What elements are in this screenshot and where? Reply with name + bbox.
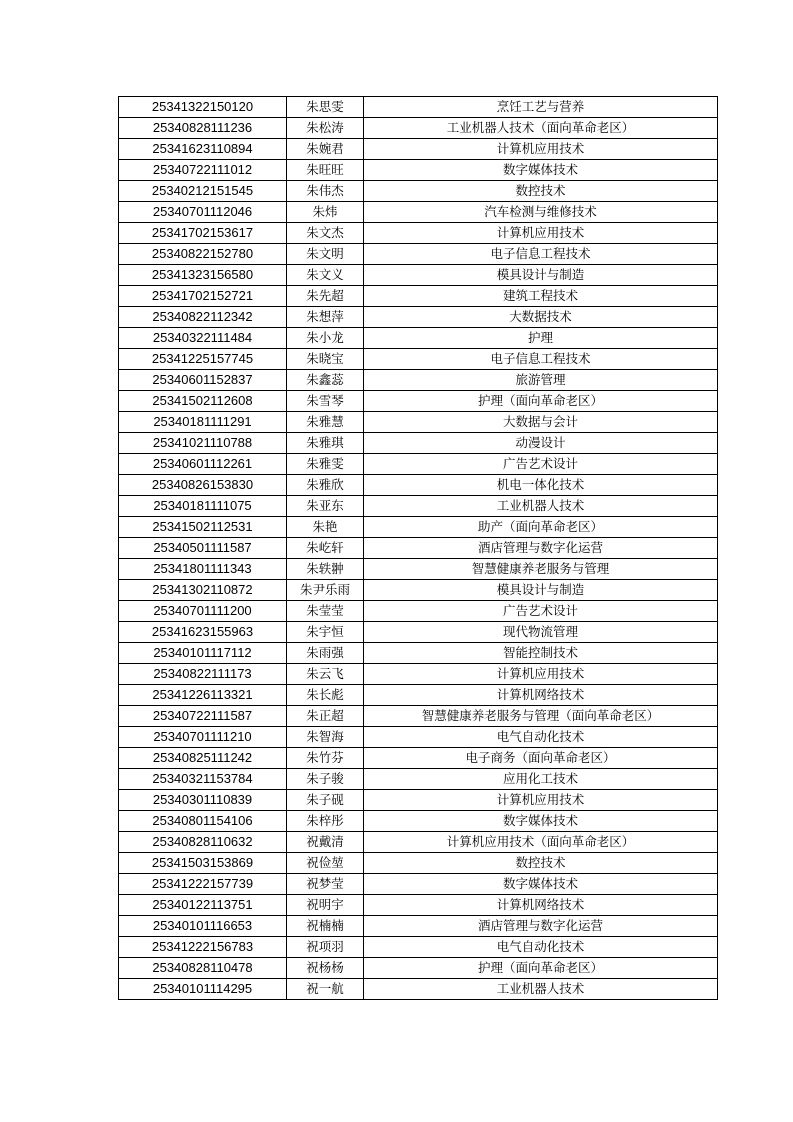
student-id-cell: 25340822112342: [119, 307, 287, 328]
student-id-cell: 25341503153869: [119, 853, 287, 874]
student-major-cell: 工业机器人技术: [364, 979, 718, 1000]
student-name-cell: 朱云飞: [287, 664, 364, 685]
student-major-cell: 电子商务（面向革命老区）: [364, 748, 718, 769]
student-major-cell: 助产（面向革命老区）: [364, 517, 718, 538]
student-id-cell: 25341623155963: [119, 622, 287, 643]
table-row: [119, 706, 718, 727]
table-row: [119, 475, 718, 496]
student-major-cell: 计算机应用技术: [364, 790, 718, 811]
student-id-cell: 25341702153617: [119, 223, 287, 244]
student-id-cell: 25340701111200: [119, 601, 287, 622]
table-row: [119, 433, 718, 454]
table-row: [119, 160, 718, 181]
student-id-cell: 25340321153784: [119, 769, 287, 790]
table-row: [119, 664, 718, 685]
student-id-cell: 25340822152780: [119, 244, 287, 265]
student-major-cell: 智能控制技术: [364, 643, 718, 664]
table-row: [119, 286, 718, 307]
student-id-cell: 25341323156580: [119, 265, 287, 286]
student-name-cell: 祝戴清: [287, 832, 364, 853]
student-major-cell: 烹饪工艺与营养: [364, 97, 718, 118]
table-row: [119, 181, 718, 202]
table-row: [119, 643, 718, 664]
student-name-cell: 朱小龙: [287, 328, 364, 349]
student-name-cell: 朱雅雯: [287, 454, 364, 475]
student-name-cell: 朱雅欣: [287, 475, 364, 496]
student-id-cell: 25340181111075: [119, 496, 287, 517]
student-id-cell: 25340301110839: [119, 790, 287, 811]
table-row: [119, 874, 718, 895]
student-name-cell: 朱思雯: [287, 97, 364, 118]
student-name-cell: 朱艳: [287, 517, 364, 538]
student-major-cell: 电气自动化技术: [364, 727, 718, 748]
student-major-cell: 计算机网络技术: [364, 685, 718, 706]
student-major-cell: 计算机应用技术（面向革命老区）: [364, 832, 718, 853]
student-name-cell: 朱松涛: [287, 118, 364, 139]
student-major-cell: 酒店管理与数字化运营: [364, 538, 718, 559]
student-name-cell: 朱莹莹: [287, 601, 364, 622]
student-id-cell: 25340701111210: [119, 727, 287, 748]
student-major-cell: 数字媒体技术: [364, 811, 718, 832]
student-major-cell: 数字媒体技术: [364, 160, 718, 181]
student-id-cell: 25340101116653: [119, 916, 287, 937]
student-name-cell: 朱先超: [287, 286, 364, 307]
student-major-cell: 计算机应用技术: [364, 223, 718, 244]
student-name-cell: 朱子骏: [287, 769, 364, 790]
student-name-cell: 朱文杰: [287, 223, 364, 244]
student-major-cell: 模具设计与制造: [364, 265, 718, 286]
student-major-cell: 智慧健康养老服务与管理（面向革命老区）: [364, 706, 718, 727]
student-id-cell: 25340322111484: [119, 328, 287, 349]
table-row: [119, 895, 718, 916]
table-row: [119, 328, 718, 349]
roster-body: [119, 97, 718, 1000]
student-id-cell: 25340722111587: [119, 706, 287, 727]
student-major-cell: 电气自动化技术: [364, 937, 718, 958]
table-row: [119, 937, 718, 958]
table-row: [119, 118, 718, 139]
table-row: [119, 916, 718, 937]
student-major-cell: 智慧健康养老服务与管理: [364, 559, 718, 580]
table-row: [119, 769, 718, 790]
table-row: [119, 370, 718, 391]
student-id-cell: 25340825111242: [119, 748, 287, 769]
student-name-cell: 朱竹芬: [287, 748, 364, 769]
student-name-cell: 祝项羽: [287, 937, 364, 958]
student-name-cell: 朱婉君: [287, 139, 364, 160]
student-name-cell: 朱长彪: [287, 685, 364, 706]
student-id-cell: 25341502112608: [119, 391, 287, 412]
student-id-cell: 25340828110478: [119, 958, 287, 979]
table-row: [119, 223, 718, 244]
table-row: [119, 139, 718, 160]
student-name-cell: 朱子砚: [287, 790, 364, 811]
table-row: [119, 979, 718, 1000]
student-id-cell: 25340601152837: [119, 370, 287, 391]
student-name-cell: 朱智海: [287, 727, 364, 748]
student-id-cell: 25341222156783: [119, 937, 287, 958]
student-major-cell: 大数据与会计: [364, 412, 718, 433]
student-name-cell: 朱想萍: [287, 307, 364, 328]
student-name-cell: 朱雪琴: [287, 391, 364, 412]
table-row: [119, 748, 718, 769]
student-major-cell: 数控技术: [364, 181, 718, 202]
student-name-cell: 朱雅慧: [287, 412, 364, 433]
student-name-cell: 朱亚东: [287, 496, 364, 517]
student-id-cell: 25340822111173: [119, 664, 287, 685]
table-row: [119, 538, 718, 559]
student-id-cell: 25340181111291: [119, 412, 287, 433]
student-name-cell: 朱伟杰: [287, 181, 364, 202]
student-id-cell: 25341222157739: [119, 874, 287, 895]
student-major-cell: 电子信息工程技术: [364, 349, 718, 370]
student-id-cell: 25340501111587: [119, 538, 287, 559]
student-major-cell: 建筑工程技术: [364, 286, 718, 307]
table-row: [119, 811, 718, 832]
student-id-cell: 25340801154106: [119, 811, 287, 832]
table-row: [119, 349, 718, 370]
table-row: [119, 727, 718, 748]
student-major-cell: 动漫设计: [364, 433, 718, 454]
student-major-cell: 护理（面向革命老区）: [364, 391, 718, 412]
student-name-cell: 朱晓宝: [287, 349, 364, 370]
student-id-cell: 25340101114295: [119, 979, 287, 1000]
student-name-cell: 朱梓彤: [287, 811, 364, 832]
student-major-cell: 工业机器人技术: [364, 496, 718, 517]
student-roster-table: [118, 96, 718, 1000]
table-row: [119, 244, 718, 265]
student-major-cell: 计算机应用技术: [364, 664, 718, 685]
student-name-cell: 祝梦莹: [287, 874, 364, 895]
student-name-cell: 朱尹乐雨: [287, 580, 364, 601]
student-name-cell: 朱旺旺: [287, 160, 364, 181]
table-row: [119, 307, 718, 328]
student-major-cell: 机电一体化技术: [364, 475, 718, 496]
student-major-cell: 护理: [364, 328, 718, 349]
table-row: [119, 265, 718, 286]
student-id-cell: 25340212151545: [119, 181, 287, 202]
student-name-cell: 祝一航: [287, 979, 364, 1000]
student-id-cell: 25340826153830: [119, 475, 287, 496]
student-major-cell: 计算机网络技术: [364, 895, 718, 916]
student-major-cell: 计算机应用技术: [364, 139, 718, 160]
student-id-cell: 25341502112531: [119, 517, 287, 538]
student-major-cell: 广告艺术设计: [364, 601, 718, 622]
student-major-cell: 护理（面向革命老区）: [364, 958, 718, 979]
table-row: [119, 853, 718, 874]
student-name-cell: 朱文明: [287, 244, 364, 265]
table-row: [119, 97, 718, 118]
table-row: [119, 790, 718, 811]
student-major-cell: 模具设计与制造: [364, 580, 718, 601]
student-major-cell: 数控技术: [364, 853, 718, 874]
student-major-cell: 应用化工技术: [364, 769, 718, 790]
student-major-cell: 广告艺术设计: [364, 454, 718, 475]
student-id-cell: 25341021110788: [119, 433, 287, 454]
table-row: [119, 202, 718, 223]
student-id-cell: 25341623110894: [119, 139, 287, 160]
student-id-cell: 25341702152721: [119, 286, 287, 307]
student-name-cell: 祝明宇: [287, 895, 364, 916]
student-name-cell: 朱屹轩: [287, 538, 364, 559]
student-id-cell: 25341225157745: [119, 349, 287, 370]
student-name-cell: 朱正超: [287, 706, 364, 727]
student-name-cell: 祝俭堃: [287, 853, 364, 874]
table-row: [119, 601, 718, 622]
student-id-cell: 25340101117112: [119, 643, 287, 664]
table-row: [119, 832, 718, 853]
student-id-cell: 25341801111343: [119, 559, 287, 580]
student-id-cell: 25340722111012: [119, 160, 287, 181]
table-row: [119, 454, 718, 475]
student-id-cell: 25341226113321: [119, 685, 287, 706]
student-id-cell: 25340828111236: [119, 118, 287, 139]
student-major-cell: 工业机器人技术（面向革命老区）: [364, 118, 718, 139]
student-major-cell: 旅游管理: [364, 370, 718, 391]
table-row: [119, 685, 718, 706]
student-id-cell: 25341322150120: [119, 97, 287, 118]
student-name-cell: 朱文义: [287, 265, 364, 286]
student-id-cell: 25340701112046: [119, 202, 287, 223]
table-row: [119, 391, 718, 412]
table-row: [119, 580, 718, 601]
student-name-cell: 朱雅琪: [287, 433, 364, 454]
student-major-cell: 大数据技术: [364, 307, 718, 328]
student-id-cell: 25340122113751: [119, 895, 287, 916]
student-name-cell: 祝杨杨: [287, 958, 364, 979]
table-row: [119, 958, 718, 979]
table-row: [119, 412, 718, 433]
student-major-cell: 汽车检测与维修技术: [364, 202, 718, 223]
student-major-cell: 酒店管理与数字化运营: [364, 916, 718, 937]
student-id-cell: 25340601112261: [119, 454, 287, 475]
table-row: [119, 496, 718, 517]
student-major-cell: 电子信息工程技术: [364, 244, 718, 265]
table-row: [119, 559, 718, 580]
student-name-cell: 朱鑫蕊: [287, 370, 364, 391]
student-major-cell: 数字媒体技术: [364, 874, 718, 895]
student-name-cell: 祝楠楠: [287, 916, 364, 937]
student-major-cell: 现代物流管理: [364, 622, 718, 643]
student-id-cell: 25340828110632: [119, 832, 287, 853]
student-name-cell: 朱宇恒: [287, 622, 364, 643]
table-row: [119, 517, 718, 538]
student-id-cell: 25341302110872: [119, 580, 287, 601]
student-name-cell: 朱炜: [287, 202, 364, 223]
student-name-cell: 朱轶翀: [287, 559, 364, 580]
student-name-cell: 朱雨强: [287, 643, 364, 664]
table-row: [119, 622, 718, 643]
